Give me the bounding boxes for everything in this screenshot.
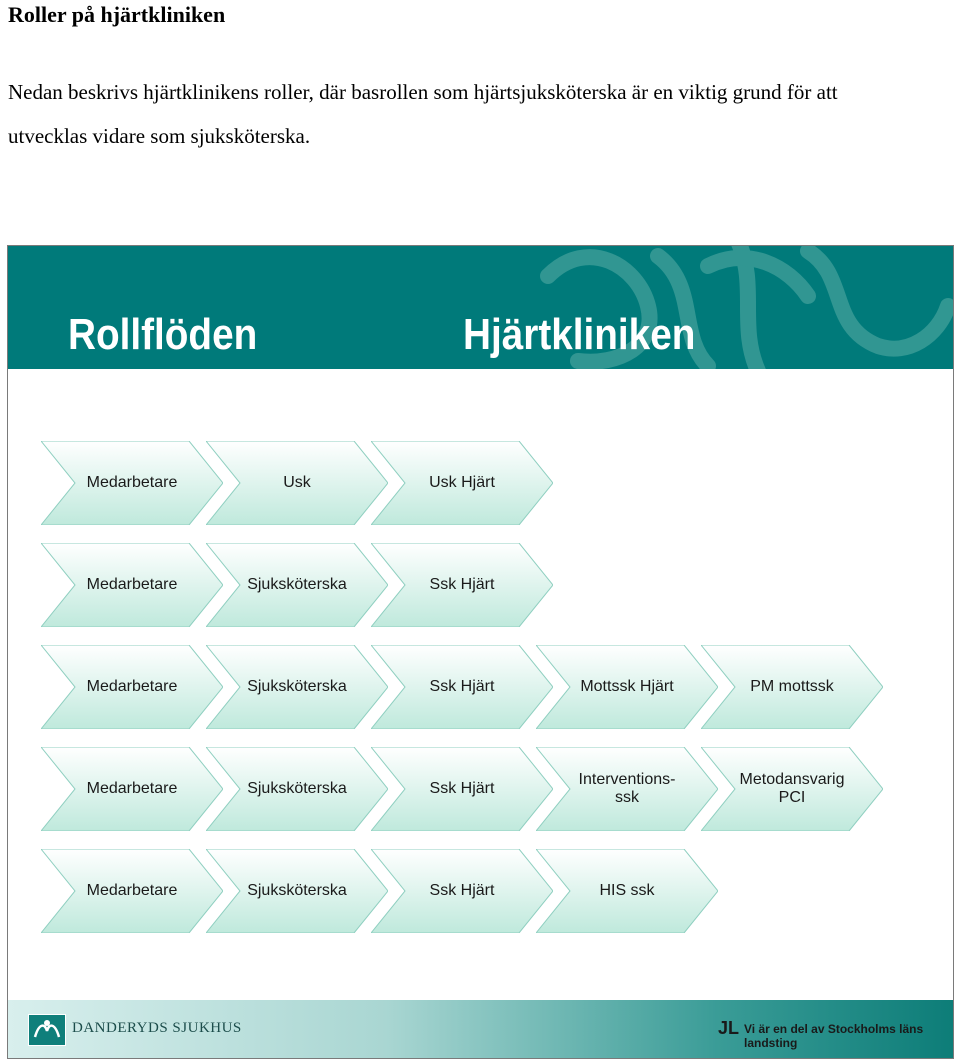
slide-footer [8, 1000, 953, 1058]
role-chevron [536, 849, 718, 933]
role-chevron [41, 645, 223, 729]
slide-header [8, 246, 953, 369]
danderyd-logo-icon [28, 1014, 66, 1046]
role-label: Medarbetare [86, 678, 178, 695]
role-chevron [371, 747, 553, 831]
role-label: Ssk Hjärt [429, 780, 495, 797]
role-chevron [41, 543, 223, 627]
role-chevron [371, 543, 553, 627]
role-chevron [536, 645, 718, 729]
role-chevron [206, 645, 388, 729]
role-chevron [371, 645, 553, 729]
role-label: Medarbetare [86, 780, 178, 797]
role-label: Usk [283, 474, 311, 491]
role-chevron [206, 543, 388, 627]
document-paragraph: Nedan beskrivs hjärtklinikens roller, där basrollen som hjärtsjuksköterska är en viktig grund för att utvecklas vidare som sjuksköterska. [8, 80, 838, 148]
role-label: HIS ssk [599, 882, 655, 899]
role-chevron [206, 849, 388, 933]
slide [7, 245, 954, 1059]
role-chevron [536, 747, 718, 831]
role-label: Medarbetare [86, 576, 178, 593]
slide-title-right: Hjärtkliniken [463, 310, 696, 359]
role-label: Usk Hjärt [429, 474, 495, 491]
role-label: PM mottssk [750, 678, 834, 695]
role-label: Sjuksköterska [247, 678, 347, 695]
role-label: Mottssk Hjärt [580, 678, 674, 695]
role-label: Metodansvarig PCI [739, 771, 845, 806]
role-label: Interventions- ssk [578, 771, 676, 806]
role-label: Medarbetare [86, 474, 178, 491]
footer-sll-text: Vi är en del av Stockholms läns landsting [744, 1022, 924, 1050]
footer-hospital-name: DANDERYDS SJUKHUS [72, 1020, 242, 1036]
role-chevron [701, 645, 883, 729]
role-chevron [41, 747, 223, 831]
role-label: Sjuksköterska [247, 780, 347, 797]
role-chevron [371, 849, 553, 933]
role-chevron [206, 747, 388, 831]
role-label: Sjuksköterska [247, 882, 347, 899]
role-chevron [206, 441, 388, 525]
role-label: Ssk Hjärt [429, 678, 495, 695]
slide-title-left: Rollflöden [68, 310, 258, 359]
role-label: Ssk Hjärt [429, 882, 495, 899]
role-chevron [371, 441, 553, 525]
role-label: Medarbetare [86, 882, 178, 899]
role-chevron [41, 849, 223, 933]
role-label: Ssk Hjärt [429, 576, 495, 593]
document-title: Roller på hjärtkliniken [8, 2, 226, 27]
role-label: Sjuksköterska [247, 576, 347, 593]
role-chevron [41, 441, 223, 525]
role-chevron [701, 747, 883, 831]
sll-logo-icon: JL [718, 1018, 740, 1038]
